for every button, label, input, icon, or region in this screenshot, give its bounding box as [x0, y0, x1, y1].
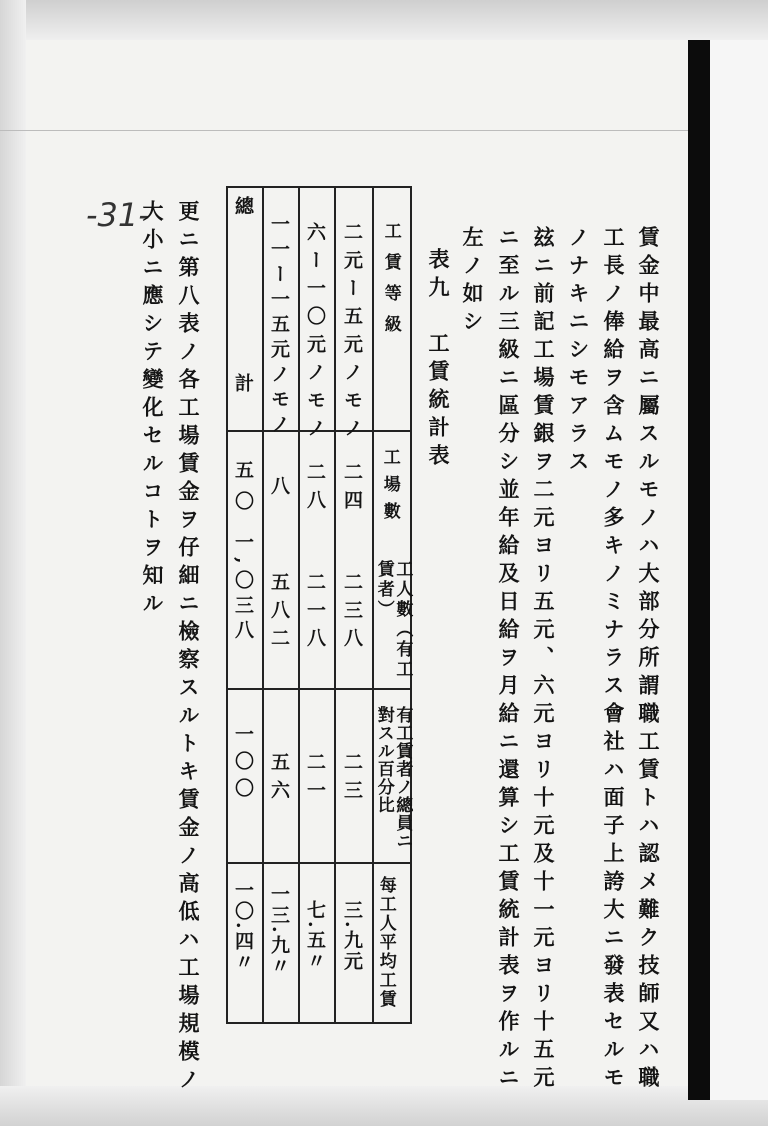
table-rule-3: [226, 862, 412, 864]
closing-line-1: 更ニ第八表ノ各工場賃金ヲ仔細ニ檢察スルトキ賃金ノ高低ハ工場規模ノ: [176, 200, 201, 1096]
row-2-factories: 二八: [304, 462, 326, 518]
row-2-average: 七.五〃: [304, 900, 326, 972]
row-1-grade: 二元ー五元ノモノ: [341, 222, 363, 446]
page-number: -31-: [86, 196, 150, 234]
paragraph-line-5: ニ至ル三級ニ區分シ並年給及日給ヲ月給ニ還算シ工賃統計表ヲ作ルニ: [496, 226, 521, 1094]
row-2-workers: 二一八: [304, 572, 326, 656]
table-rule-2: [226, 688, 412, 690]
row-2-grade: 六ー一〇元ノモノ: [304, 222, 326, 446]
row-3-percent: 五六: [268, 752, 290, 808]
row-1-factories: 二四: [341, 462, 363, 518]
paragraph-line-2: 工長ノ俸給ヲ含ムモノ多キノミナラス會社ハ面子上誇大ニ發表セルモ: [601, 226, 626, 1094]
table-row-separator-3: [262, 186, 264, 1024]
header-factory-count: 工場數: [379, 448, 400, 529]
header-wage-grade: 工賃等級: [380, 222, 401, 346]
row-3-average: 一三.九〃: [268, 884, 290, 977]
header-average-wage: 每工人平均工賃: [375, 876, 396, 1009]
paragraph-line-6: 左ノ如シ: [460, 226, 485, 338]
total-percent: 一〇〇: [232, 724, 254, 805]
total-label: 總 計: [232, 196, 254, 432]
total-average: 一〇.四〃: [232, 880, 254, 973]
table-row-separator-1: [334, 186, 336, 1024]
paragraph-line-1: 賃金中最高ニ屬スルモノハ大部分所謂職工賃トハ認メ難ク技師又ハ職: [636, 226, 661, 1094]
page-fold-line: [0, 130, 768, 131]
table-rule-bottom: [226, 1022, 412, 1024]
book-spine: [688, 40, 710, 1100]
row-3-workers: 五八二: [268, 572, 290, 656]
row-2-percent: 二一: [304, 752, 326, 808]
row-1-percent: 二三: [341, 752, 363, 808]
total-factories: 五〇: [232, 460, 254, 522]
table-title: 表九 工賃統計表: [426, 248, 451, 472]
facing-page-edge: [710, 40, 768, 1100]
header-percentage: 有工賃者ノ總員ニ對スル百分比: [373, 706, 413, 850]
row-3-factories: 八: [268, 476, 290, 504]
row-1-workers: 二三八: [341, 572, 363, 656]
total-workers: 一,〇三八: [232, 532, 254, 645]
paragraph-line-4: 玆ニ前記工場賃銀ヲ二元ヨリ五元、六元ヨリ十元及十一元ヨリ十五元: [531, 226, 556, 1094]
header-worker-count: 工人數（有工賃者）: [373, 560, 413, 680]
table-rule-top: [226, 186, 412, 188]
scan-edge-top: [0, 0, 768, 40]
closing-line-2: 大小ニ應シテ變化セルコトヲ知ル: [140, 200, 165, 620]
paragraph-line-3: ノナキニシモアラス: [566, 226, 591, 478]
scan-edge-left: [0, 0, 26, 1126]
table-row-separator-2: [298, 186, 300, 1024]
row-1-average: 三.九元: [341, 900, 363, 972]
row-3-grade: 一一ー一五元ノモノ: [268, 214, 290, 439]
table-border-left: [226, 186, 228, 1024]
